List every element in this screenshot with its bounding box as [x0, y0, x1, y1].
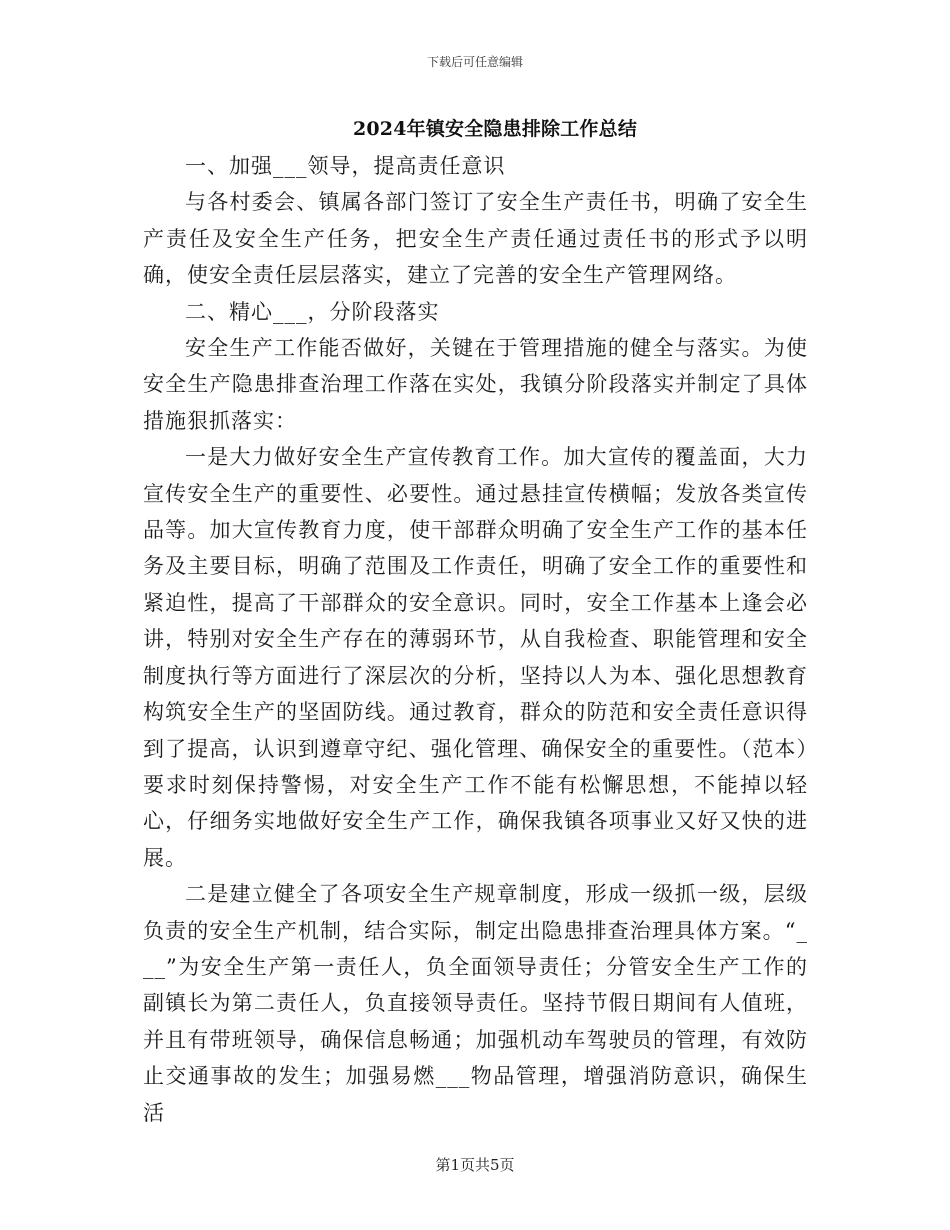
- section-heading-1: 一、加强___领导，提高责任意识: [185, 154, 506, 178]
- download-editable-note: 下载后可任意编辑: [426, 55, 523, 69]
- paragraph-publicity-education: 一是大力做好安全生产宣传教育工作。加大宣传的覆盖面，大力宣传安全生产的重要性、必要性。通过悬挂宣传横幅；发放各类宣传品等。加大宣传教育力度，使干部群众明确了安全生产工作的基本任务及主要目标，明确了范围及工作责任，明确了安全工作的重要性和紧迫性，提高了干部群众的安全意识。同时，安全工作基本上逢会必讲，特别对安全生产存在的薄弱环节，从自我检查、职能管理和安全制度执行等方面进行了深层次的分析，坚持以人为本、强化思想教育构筑安全生产的坚固防线。通过教育，群众的防范和安全责任意识得到了提高，认识到遵章守纪、强化管理、确保安全的重要性。（范本）要求时刻保持警惕，对安全生产工作不能有松懈思想，不能掉以轻心，仔细务实地做好安全生产工作，确保我镇各项事业又好又快的进展。: [143, 445, 808, 870]
- document-title: 2024年镇安全隐患排除工作总结: [352, 118, 638, 140]
- page-number-footer: 第1页共5页: [435, 1156, 515, 1174]
- paragraph-measures-intro: 安全生产工作能否做好，关键在于管理措施的健全与落实。为使安全生产隐患排查治理工作落在实处，我镇分阶段落实并制定了具体措施狠抓落实：: [143, 336, 808, 433]
- paragraph-responsibility: 与各村委会、镇属各部门签订了安全生产责任书，明确了安全生产责任及安全生产任务，把安全生产责任通过责任书的形式予以明确，使安全责任层层落实，建立了完善的安全生产管理网络。: [143, 190, 808, 288]
- document-body: [143, 148, 808, 1131]
- paragraph-rules-system: 二是建立健全了各项安全生产规章制度，形成一级抓一级，层级负责的安全生产机制，结合实际，制定出隐患排查治理具体方案。“___”为安全生产第一责任人，负全面领导责任；分管安全生产工作的副镇长为第二责任人，负直接领导责任。坚持节假日期间有人值班，并且有带班领导，确保信息畅通；加强机动车驾驶员的管理，有效防止交通事故的发生；加强易燃___物品管理，增强消防意识，确保生活: [143, 882, 808, 1125]
- section-heading-2: 二、精心___，分阶段落实: [185, 299, 440, 324]
